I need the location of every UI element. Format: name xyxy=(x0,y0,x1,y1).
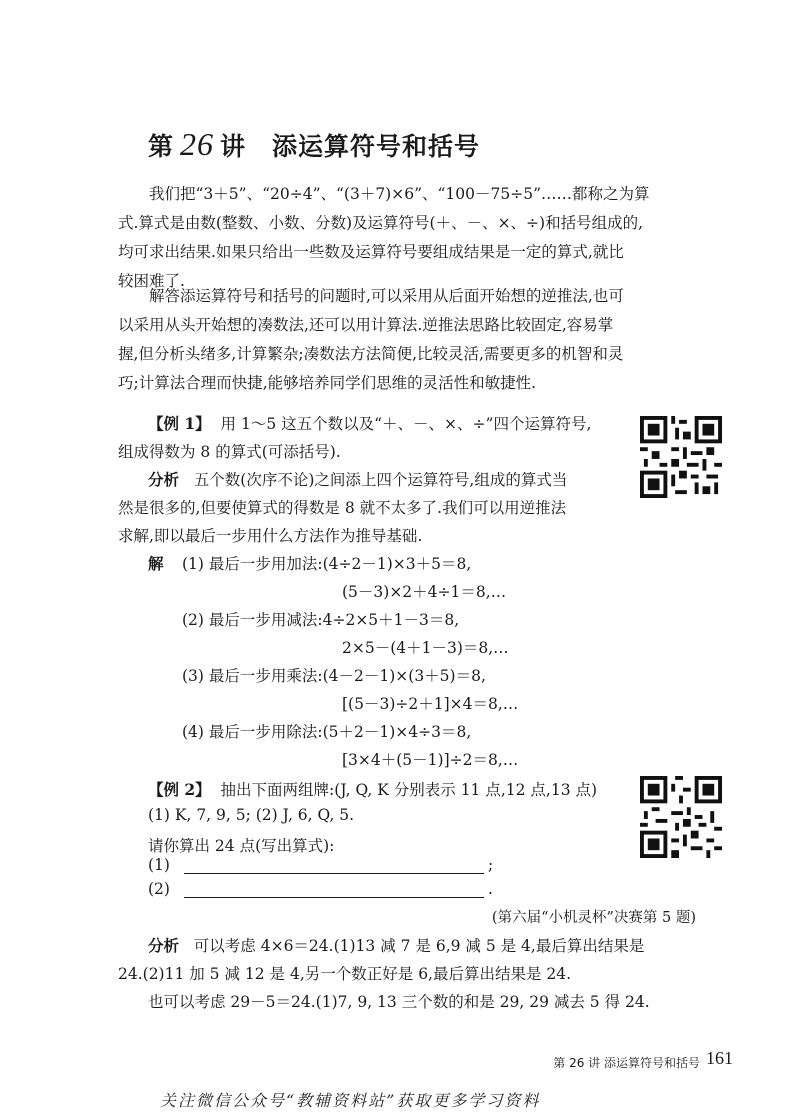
text-line: [3×4＋(5－1)]÷2＝8,… xyxy=(342,751,519,769)
answer-blank-1[interactable]: (1) ; xyxy=(148,856,494,874)
intro-paragraph-1 xyxy=(118,180,698,296)
intro-paragraph-2 xyxy=(118,282,698,398)
text-line: 均可求出结果.如果只给出一些数及运算符号要组成结果是一定的算式,就比 xyxy=(118,243,624,261)
text-line: 组成得数为 8 的算式(可添括号). xyxy=(118,443,341,461)
example-label: 【例 1】 xyxy=(148,414,211,433)
text-line: 求解,即以最后一步用什么方法作为推导基础. xyxy=(118,527,423,545)
example-2-statement: 【例 2】 抽出下面两组牌:(J, Q, K 分别表示 11 点,12 点,13 点) xyxy=(148,780,598,799)
text-line: 也可以考虑 29－5＝24.(1)7, 9, 13 三个数的和是 29, 29 减去 5 得 24. xyxy=(148,993,650,1011)
text-line: 式.算式是由数(整数、小数、分数)及运算符号(＋、－、×、÷)和括号组成的, xyxy=(118,214,644,232)
example-1-statement: 【例 1】 用 1～5 这五个数以及“＋、－、×、÷”四个运算符号, xyxy=(148,414,592,433)
solution-label: 解 xyxy=(148,554,164,573)
qr-code-icon xyxy=(640,416,722,498)
text-line: 握,但分析头绪多,计算繁杂;凑数法方法简便,比较灵活,需要更多的机智和灵 xyxy=(118,345,624,363)
running-footer: 第 26 讲 添运算符号和括号 xyxy=(553,1056,700,1070)
page-number: 161 xyxy=(706,1048,733,1068)
analysis-label: 分析 xyxy=(148,936,180,955)
text-line: (5－3)×2＋4÷1＝8,… xyxy=(342,583,507,601)
solution-step-2: (2) 最后一步用减法:4÷2×5＋1－3＝8, xyxy=(182,611,460,629)
source-note: (第六届“小机灵杯”决赛第 5 题) xyxy=(491,910,696,926)
solution-step-4: (4) 最后一步用除法:(5＋2－1)×4÷3＝8, xyxy=(182,723,472,741)
text-line: [(5－3)÷2＋1]×4＝8,… xyxy=(342,695,519,713)
text-line: 请你算出 24 点(写出算式): xyxy=(148,837,335,855)
text-line: 2×5－(4＋1－3)＝8,… xyxy=(342,639,509,657)
text-line: 然是很多的,但要使算式的得数是 8 就不太多了.我们可以用逆推法 xyxy=(118,499,567,517)
example-1-analysis: 分析 五个数(次序不论)之间添上四个运算符号,组成的算式当 xyxy=(148,470,568,489)
text-line: 以采用从头开始想的凑数法,还可以用计算法.逆推法思路比较固定,容易掌 xyxy=(118,316,614,334)
text-line: 较困难了. xyxy=(118,272,185,290)
example-2-analysis: 分析 可以考虑 4×6＝24.(1)13 减 7 是 6,9 减 5 是 4,最后算出结果是 xyxy=(148,936,645,955)
text-line: 解答添运算符号和括号的问题时,可以采用从后面开始想的逆推法,也可 xyxy=(149,287,624,305)
answer-blank-2[interactable]: (2) . xyxy=(148,880,493,898)
text-line: 巧;计算法合理而快捷,能够培养同学们思维的灵活性和敏捷性. xyxy=(118,374,537,392)
watermark: 关注微信公众号“教辅资料站”获取更多学习资料 xyxy=(160,1091,541,1110)
chapter-title: 第 26 讲 添运算符号和括号 xyxy=(148,126,481,162)
solution-step-3: (3) 最后一步用乘法:(4－2－1)×(3＋5)＝8, xyxy=(182,667,486,685)
qr-code-icon xyxy=(640,776,722,858)
analysis-label: 分析 xyxy=(148,470,180,489)
text-line: 我们把“3＋5”、“20÷4”、“(3＋7)×6”、“100－75÷5”……都称之为算 xyxy=(149,185,650,203)
answer-line[interactable] xyxy=(184,857,484,874)
chapter-number: 26 xyxy=(180,126,215,162)
solution-step-1: (1) 最后一步用加法:(4÷2－1)×3＋5＝8, xyxy=(182,555,472,573)
text-line: (1) K, 7, 9, 5; (2) J, 6, Q, 5. xyxy=(148,806,355,824)
example-label: 【例 2】 xyxy=(148,780,211,799)
text-line: 24.(2)11 加 5 减 12 是 4,另一个数正好是 6,最后算出结果是 24. xyxy=(118,965,572,983)
chapter-name: 添运算符号和括号 xyxy=(272,132,481,161)
answer-line[interactable] xyxy=(184,881,484,898)
